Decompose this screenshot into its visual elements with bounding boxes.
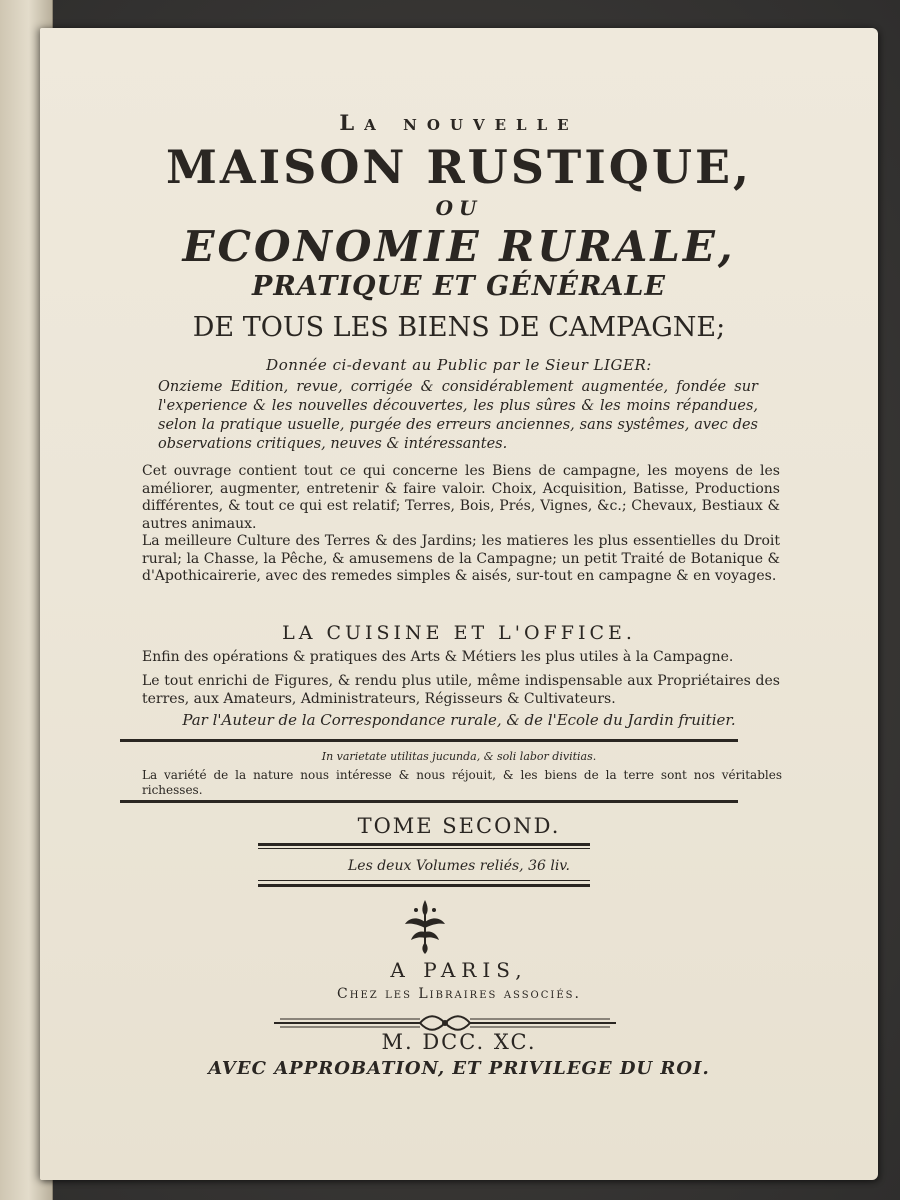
rule-upper-thick [120,739,738,742]
rule-tome-bottom-thick [258,884,590,887]
cuisine-heading: LA CUISINE ET L'OFFICE. [282,622,636,644]
tome-label: TOME SECOND. [357,814,561,838]
rule-tome-bottom [258,880,590,881]
rule-lower-thick [120,800,738,803]
title-line-pratique: PRATIQUE ET GÉNÉRALE [252,271,666,302]
title-page [40,28,878,1180]
volumes-price: Les deux Volumes reliés, 36 liv. [348,858,570,874]
place-of-publication: A PARIS, [390,958,528,982]
title-line-maison-rustique: MAISON RUSTIQUE, [165,140,753,194]
contents-paragraph-1: Cet ouvrage contient tout ce qui concerne les Biens de campagne, les moyens de les améliorer, augmenter, entretenir & faire valoir. Choix, Acquisition, Batisse, Productions différentes, & tout ce qui est relatif; Terres, Bois, Prés, Vignes, &c.; Chevaux, Bestiaux & autres animaux. [142,463,780,532]
rule-tome-top-thin [258,848,590,849]
title-line-ou: OU [435,196,483,220]
title-line-liger: Donnée ci-devant au Public par le Sieur LIGER: [266,356,652,374]
title-line-nouvelle: La nouvelle [339,110,579,135]
author-line: Par l'Auteur de la Correspondance rurale, & de l'Ecole du Jardin fruitier. [182,711,736,729]
publisher-line: Chez les Libraires associés. [337,986,581,1002]
contents-paragraph-4: Le tout enrichi de Figures, & rendu plus utile, même indispensable aux Propriétaires des terres, aux Amateurs, Administrateurs, Régisseurs & Cultivateurs. [142,673,780,707]
fleuron-icon [395,896,455,956]
rule-tome-top [258,843,590,846]
edition-paragraph: Onzieme Edition, revue, corrigée & considérablement augmentée, fondée sur l'experience & les nouvelles découvertes, les plus sûres & les moins répandues, selon la pratique usuelle, purgée des erreurs anciennes, sans systêmes, avec des observations critiques, neuves & intéressantes. [158,379,758,452]
title-line-economie-rurale: ECONOMIE RURALE, [182,222,736,271]
contents-paragraph-3: Enfin des opérations & pratiques des Arts & Métiers les plus utiles à la Campagne. [142,649,734,665]
motto-latin: In varietate utilitas jucunda, & soli labor divitias. [321,750,597,763]
publication-date: M. DCC. XC. [381,1030,537,1054]
approbation-line: AVEC APPROBATION, ET PRIVILEGE DU ROI. [208,1058,710,1079]
motto-french: La variété de la nature nous intéresse & nous réjouit, & les biens de la terre sont nos véritables richesses. [142,768,782,797]
contents-paragraph-2: La meilleure Culture des Terres & des Jardins; les matieres les plus essentielles du Droit rural; la Chasse, la Pêche, & amusemens de la Campagne; un petit Traité de Botanique & d'Apothicairerie, avec des remedes simples & aisés, sur-tout en campagne & en voyages. [142,533,780,584]
title-line-biens-campagne: DE TOUS LES BIENS DE CAMPAGNE; [192,312,726,343]
